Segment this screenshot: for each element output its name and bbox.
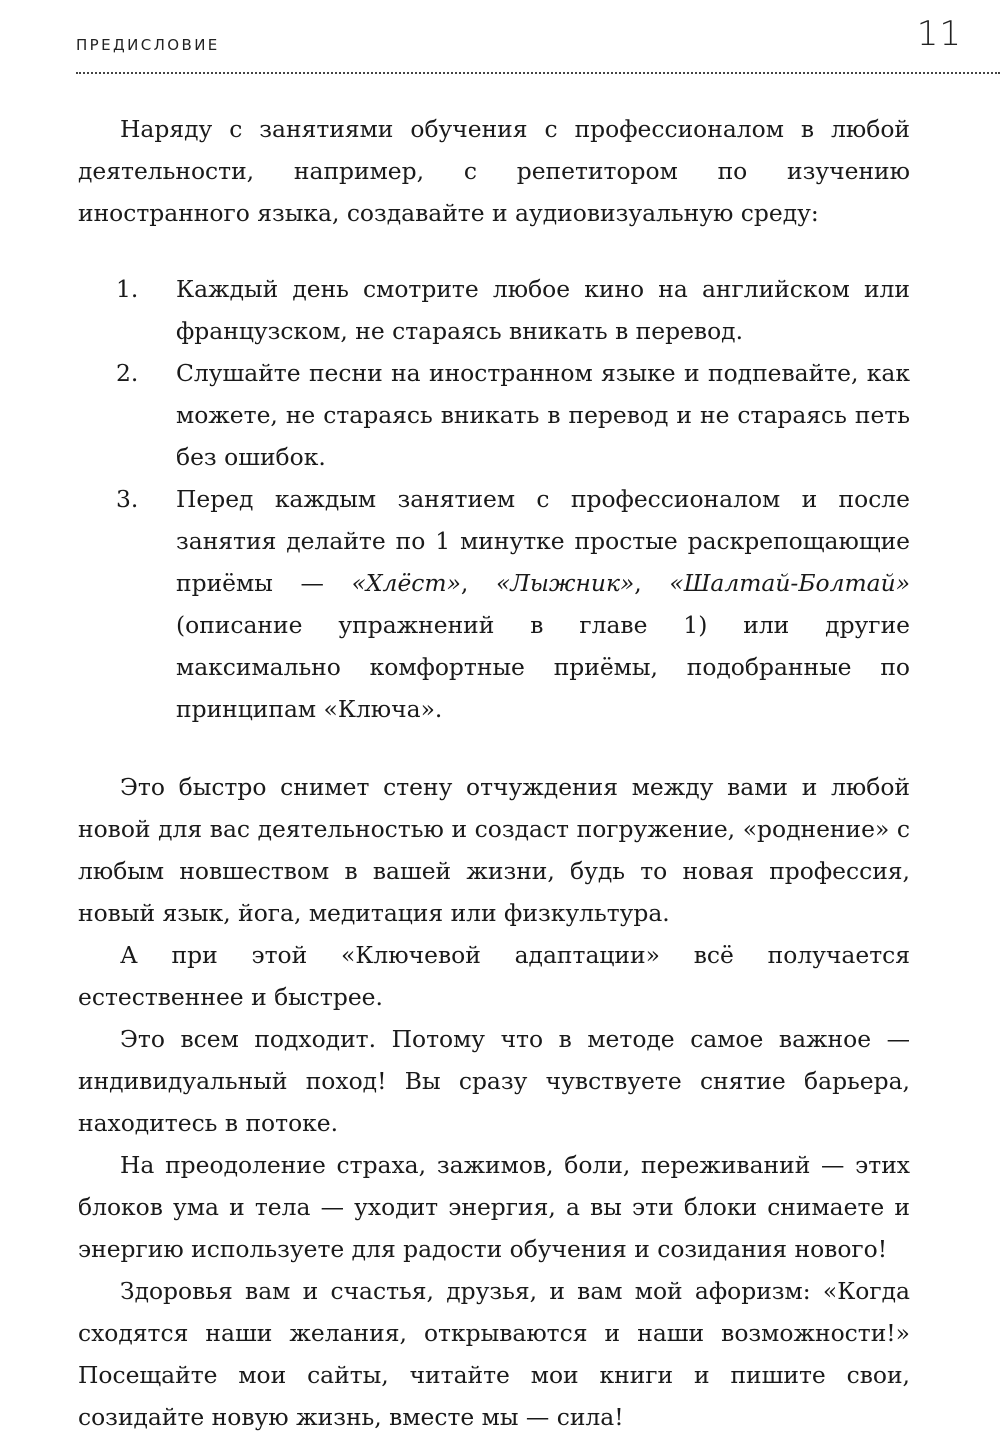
body-text xyxy=(78,108,910,1438)
technique-name: «Хлёст» xyxy=(351,569,461,597)
dotted-divider xyxy=(76,72,1000,74)
list-item xyxy=(78,478,910,730)
paragraph: Это быстро снимет стену отчуждения между вами и любой новой для вас деятельностью и создаст погружение, «роднение» с любым новшеством в вашей жизни, будь то новая профессия, новый язык, йога, медитация или физкультура. xyxy=(78,773,910,927)
paragraph: А при этой «Ключевой адаптации» всё получается естественнее и быстрее. xyxy=(78,941,910,1011)
exercise-list xyxy=(78,268,910,730)
page-number: 11 xyxy=(916,14,962,54)
list-item-number: 1. xyxy=(116,275,139,303)
list-item-text-end: (описание упражнений в главе 1) или другие максимально комфортные приёмы, подобранные по принципам «Ключа». xyxy=(176,611,910,723)
list-item xyxy=(78,268,910,352)
separator: , xyxy=(460,569,497,597)
list-item-number: 3. xyxy=(116,485,139,513)
technique-name: «Шалтай-Болтай» xyxy=(669,569,911,597)
paragraph: Это всем подходит. Потому что в методе самое важное — индивидуальный поход! Вы сразу чувствуете снятие барьера, находитесь в потоке. xyxy=(78,1025,910,1137)
separator: , xyxy=(634,569,670,597)
list-item-number: 2. xyxy=(116,359,139,387)
running-head: ПРЕДИСЛОВИЕ xyxy=(76,36,220,54)
paragraph: На преодоление страха, зажимов, боли, переживаний — этих блоков ума и тела — уходит энергия, а вы эти блоки снимаете и энергию используете для радости обучения и созидания нового! xyxy=(78,1151,910,1263)
list-item-text: Каждый день смотрите любое кино на английском или французском, не стараясь вникать в перевод. xyxy=(176,275,910,345)
intro-paragraph: Наряду с занятиями обучения с профессионалом в любой деятельности, например, с репетитором по изучению иностранного языка, создавайте и аудиовизуальную среду: xyxy=(78,115,910,227)
technique-name: «Лыжник» xyxy=(496,569,635,597)
list-item-text-start: Перед каждым занятием с профессионалом и после занятия делайте по 1 минутке простые раскрепощающие приёмы — xyxy=(176,485,910,597)
list-item xyxy=(78,352,910,478)
paragraph: Здоровья вам и счастья, друзья, и вам мой афоризм: «Когда сходятся наши желания, открываются и наши возможности!» Посещайте мои сайты, читайте мои книги и пишите свои, созидайте новую жизнь, вместе мы — сила! xyxy=(78,1277,910,1431)
list-item-text: Слушайте песни на иностранном языке и подпевайте, как можете, не стараясь вникать в перевод и не стараясь петь без ошибок. xyxy=(176,359,910,471)
list-item-text xyxy=(176,485,910,723)
